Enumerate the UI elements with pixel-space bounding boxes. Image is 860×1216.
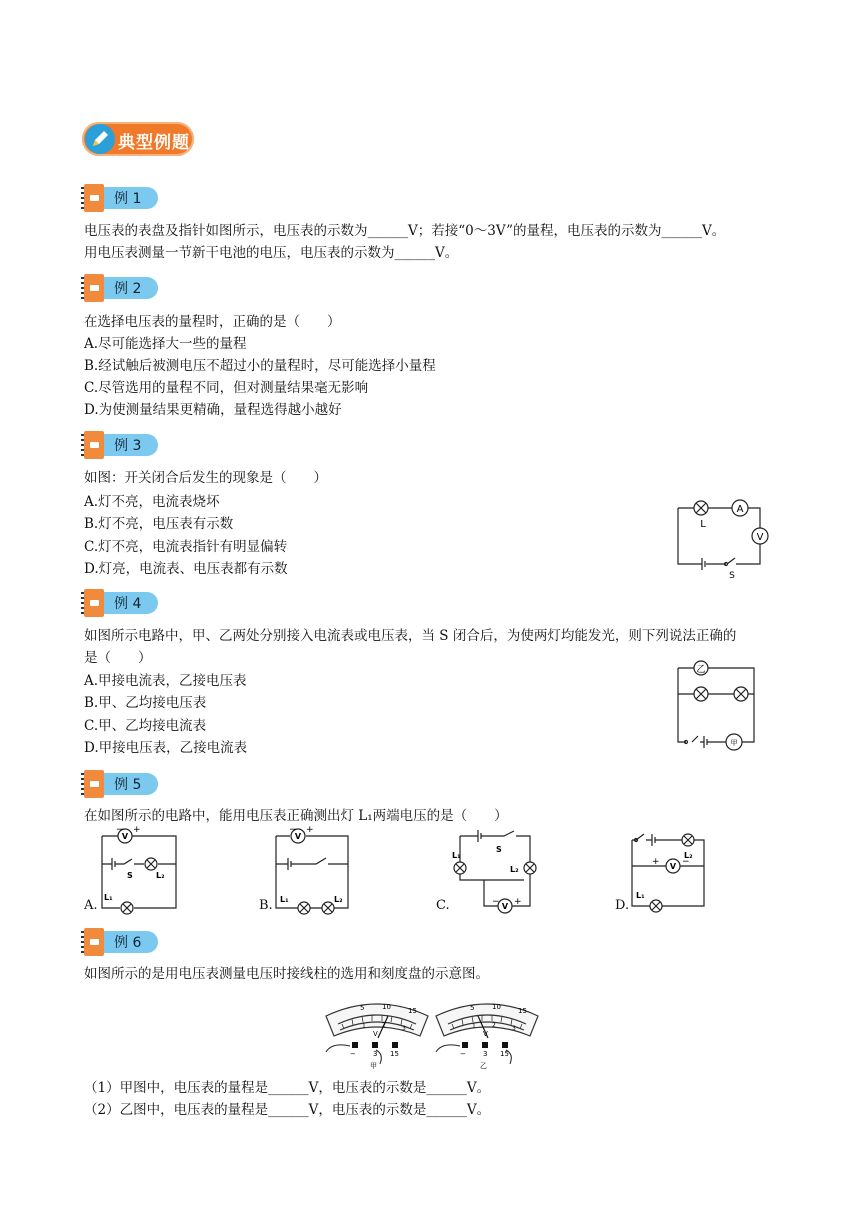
ex4-option-a: A.甲接电流表，乙接电压表 (84, 673, 247, 689)
svg-text:V: V (483, 1030, 488, 1038)
svg-text:5: 5 (470, 1004, 475, 1012)
ex5-circuit-b (272, 826, 358, 916)
svg-text:15: 15 (518, 1007, 527, 1015)
svg-text:−: − (460, 1050, 466, 1058)
dial-caption-yi: 乙 (480, 1062, 487, 1070)
example-tag-1: 例 1 (84, 184, 158, 212)
svg-text:L₁: L₁ (636, 891, 645, 900)
svg-text:−: − (289, 826, 297, 835)
svg-text:10: 10 (382, 1003, 391, 1011)
svg-text:+: + (133, 826, 141, 835)
ex5-circuit-a (96, 826, 186, 916)
switch-label: S (729, 571, 735, 580)
svg-text:3: 3 (373, 1050, 378, 1058)
ex1-line-1: 电压表的表盘及指针如图所示，电压表的示数为______V；若接“0～3V”的量程，电压表的示数为______V。 (84, 223, 726, 239)
svg-text:3: 3 (483, 1050, 488, 1058)
svg-text:V: V (501, 902, 509, 911)
svg-text:V: V (294, 832, 302, 841)
ex6-sub-question-2: （2）乙图中，电压表的量程是______V，电压表的示数是______V。 (84, 1102, 491, 1118)
notebook-icon (84, 431, 104, 459)
svg-text:+: + (652, 857, 660, 867)
svg-text:−: − (492, 897, 500, 907)
ex5-circuit-c (448, 826, 538, 918)
notebook-icon (84, 928, 104, 956)
dial-caption-jia: 甲 (370, 1062, 377, 1070)
ex5-option-c-label: C. (436, 898, 450, 913)
pencil-icon (85, 124, 115, 154)
notebook-icon (84, 274, 104, 302)
svg-text:1: 1 (472, 1023, 476, 1030)
svg-text:−: − (682, 857, 690, 867)
ex3-option-c: C.灯不亮，电流表指针有明显偏转 (84, 539, 288, 555)
ex2-question: 在选择电压表的量程时，正确的是（ ） (84, 314, 341, 330)
notebook-icon (84, 589, 104, 617)
svg-text:V: V (373, 1030, 378, 1038)
ex4-option-b: B.甲、乙均接电压表 (84, 695, 207, 711)
svg-text:3: 3 (402, 1025, 406, 1032)
example-tag-5: 例 5 (84, 770, 158, 798)
svg-text:10: 10 (492, 1003, 501, 1011)
voltmeter-dial-jia (322, 994, 432, 1070)
example-tag-3: 例 3 (84, 431, 158, 459)
svg-text:V: V (669, 862, 677, 871)
svg-text:S: S (496, 845, 502, 854)
ex4-option-d: D.甲接电压表，乙接电流表 (84, 740, 248, 756)
ex5-option-a-label: A. (84, 898, 98, 913)
lamp-label: L (700, 519, 706, 530)
ammeter-label: A (736, 504, 744, 515)
svg-text:S: S (127, 871, 133, 880)
svg-text:15: 15 (500, 1050, 509, 1058)
ex2-option-b: B.经试触后被测电压不超过小的量程时，尽可能选择小量程 (84, 358, 436, 374)
ex2-option-a: A.尽可能选择大一些的量程 (84, 336, 247, 352)
svg-text:L₁: L₁ (104, 893, 113, 902)
ex4-question-line-2: 是（ ） (84, 650, 152, 666)
svg-text:1: 1 (362, 1023, 366, 1030)
voltmeter-label: V (756, 532, 764, 543)
ex5-question: 在如图所示的电路中，能用电压表正确测出灯 L₁两端电压的是（ ） (84, 808, 508, 824)
svg-text:L₁: L₁ (280, 895, 289, 904)
ex6-question: 如图所示的是用电压表测量电压时接线柱的选用和刻度盘的示意图。 (84, 966, 489, 982)
svg-text:L₁: L₁ (452, 851, 461, 860)
svg-text:L₂: L₂ (684, 851, 693, 860)
ex6-sub-question-1: （1）甲图中，电压表的量程是______V，电压表的示数是______V。 (84, 1080, 491, 1096)
meter-yi-label: 乙 (696, 665, 706, 675)
example-tag-6: 例 6 (84, 928, 158, 956)
notebook-icon (84, 770, 104, 798)
svg-text:L₂: L₂ (334, 895, 343, 904)
ex5-option-d-label: D. (615, 898, 630, 913)
svg-text:2: 2 (382, 1022, 386, 1029)
svg-text:L₂: L₂ (156, 871, 165, 880)
svg-text:−: − (350, 1050, 356, 1058)
ex3-question: 如图：开关闭合后发生的现象是（ ） (84, 470, 327, 486)
ex2-option-d: D.为使测量结果更精确，量程选得越小越好 (84, 402, 342, 418)
section-title: 典型例题 (118, 133, 190, 153)
svg-text:15: 15 (390, 1050, 399, 1058)
svg-text:2: 2 (492, 1022, 496, 1029)
svg-text:−: − (116, 826, 124, 835)
ex5-circuit-d (628, 826, 710, 918)
example-tag-2: 例 2 (84, 274, 158, 302)
section-header-badge (82, 122, 194, 156)
ex4-question-line-1: 如图所示电路中，甲、乙两处分别接入电流表或电压表，当 S 闭合后，为使两灯均能发光，则下列说法正确的 (84, 628, 737, 644)
ex4-option-c: C.甲、乙均接电流表 (84, 718, 207, 734)
ex2-option-c: C.尽管选用的量程不同，但对测量结果毫无影响 (84, 380, 369, 396)
ex5-option-b-label: B. (259, 898, 273, 913)
svg-text:+: + (514, 897, 522, 907)
ex1-line-2: 用电压表测量一节新干电池的电压，电压表的示数为______V。 (84, 245, 459, 261)
svg-text:15: 15 (408, 1007, 417, 1015)
voltmeter-dial-yi (432, 994, 542, 1070)
svg-text:V: V (121, 832, 129, 841)
ex3-option-d: D.灯亮，电流表、电压表都有示数 (84, 561, 288, 577)
example-tag-4: 例 4 (84, 589, 158, 617)
svg-text:5: 5 (360, 1004, 365, 1012)
ex3-option-a: A.灯不亮，电流表烧坏 (84, 494, 220, 510)
ex4-circuit-diagram (668, 656, 764, 754)
svg-text:+: + (306, 826, 314, 835)
ex3-circuit-diagram (668, 494, 772, 580)
svg-text:3: 3 (512, 1025, 516, 1032)
meter-jia-label: 甲 (730, 739, 738, 747)
svg-text:L₂: L₂ (510, 865, 519, 874)
ex3-option-b: B.灯不亮，电压表有示数 (84, 516, 234, 532)
notebook-icon (84, 184, 104, 212)
